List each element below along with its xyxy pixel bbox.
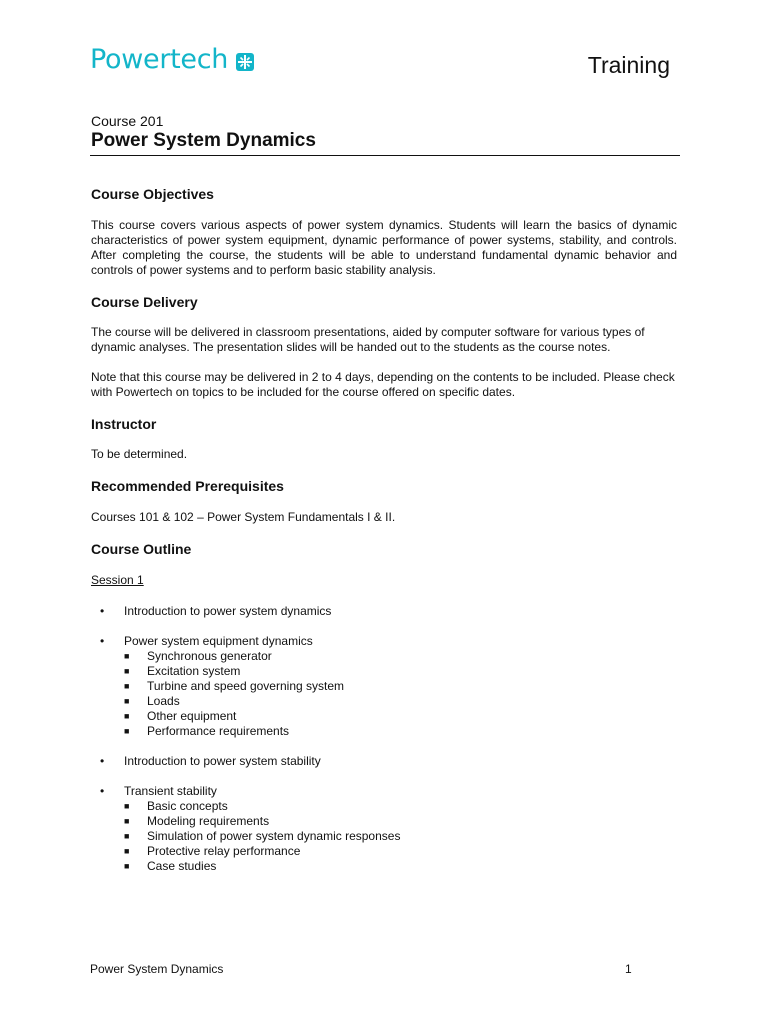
bullet-icon: • bbox=[100, 754, 105, 768]
sub-item-label: Modeling requirements bbox=[147, 814, 270, 828]
prerequisites-text: Courses 101 & 102 – Power System Fundamentals I & II. bbox=[91, 510, 396, 524]
outline-item-label: Power system equipment dynamics bbox=[124, 634, 313, 648]
sub-list bbox=[124, 649, 677, 739]
prerequisites-heading: Recommended Prerequisites bbox=[91, 478, 284, 494]
outline-item bbox=[91, 604, 677, 619]
footer-title: Power System Dynamics bbox=[90, 962, 224, 976]
outline-heading: Course Outline bbox=[91, 541, 192, 557]
square-bullet-icon: ■ bbox=[124, 726, 130, 736]
square-bullet-icon: ■ bbox=[124, 846, 130, 856]
sub-item-label: Excitation system bbox=[147, 664, 241, 678]
bullet-icon: • bbox=[100, 604, 105, 618]
sub-item-label: Loads bbox=[147, 694, 180, 708]
sub-item-label: Synchronous generator bbox=[147, 649, 272, 663]
powertech-logo-icon bbox=[236, 53, 254, 71]
sub-item bbox=[124, 799, 677, 814]
sub-item bbox=[124, 724, 677, 739]
sub-item-label: Other equipment bbox=[147, 709, 237, 723]
square-bullet-icon: ■ bbox=[124, 711, 130, 721]
instructor-text: To be determined. bbox=[91, 447, 188, 461]
section-label: Training bbox=[587, 52, 670, 78]
delivery-heading: Course Delivery bbox=[91, 294, 198, 310]
logo-text: Powertech bbox=[90, 44, 229, 75]
instructor-heading: Instructor bbox=[91, 416, 157, 432]
square-bullet-icon: ■ bbox=[124, 681, 130, 691]
outline-item-label: Introduction to power system dynamics bbox=[124, 604, 332, 618]
square-bullet-icon: ■ bbox=[124, 696, 130, 706]
outline-item bbox=[91, 634, 677, 739]
sub-item bbox=[124, 694, 677, 709]
outline-item bbox=[91, 754, 677, 769]
powertech-logo bbox=[90, 44, 254, 75]
title-divider bbox=[90, 155, 680, 156]
sub-item-label: Performance requirements bbox=[147, 724, 290, 738]
bullet-icon: • bbox=[100, 784, 105, 798]
delivery-text-1: The course will be delivered in classroom presentations, aided by computer software for various types of dynamic analyses. The presentation slides will be handed out to the students as the course notes. bbox=[91, 325, 645, 354]
course-title: Power System Dynamics bbox=[91, 130, 316, 151]
sub-item-label: Basic concepts bbox=[147, 799, 228, 813]
sub-item bbox=[124, 649, 677, 664]
sub-item-label: Protective relay performance bbox=[147, 844, 301, 858]
page-header bbox=[90, 40, 680, 80]
square-bullet-icon: ■ bbox=[124, 816, 130, 826]
square-bullet-icon: ■ bbox=[124, 861, 130, 871]
objectives-heading: Course Objectives bbox=[91, 186, 214, 202]
sub-item bbox=[124, 709, 677, 724]
sub-item bbox=[124, 859, 677, 874]
sub-item bbox=[124, 829, 677, 844]
bullet-icon: • bbox=[100, 634, 105, 648]
sub-item-label: Simulation of power system dynamic responses bbox=[147, 829, 401, 843]
sub-item-label: Case studies bbox=[147, 859, 217, 873]
objectives-text: This course covers various aspects of power system dynamics. Students will learn the basics of dynamic characteristics of power system equipment, dynamic performance of power systems, stability, and controls. After completing the course, the students will be able to understand fundamental dynamic behavior and controls of power systems and to perform basic stability analysis. bbox=[91, 218, 677, 277]
sub-item bbox=[124, 814, 677, 829]
sub-item bbox=[124, 679, 677, 694]
session-label: Session 1 bbox=[91, 573, 144, 587]
sub-item bbox=[124, 844, 677, 859]
outline-item-label: Introduction to power system stability bbox=[124, 754, 321, 768]
sub-item bbox=[124, 664, 677, 679]
square-bullet-icon: ■ bbox=[124, 651, 130, 661]
square-bullet-icon: ■ bbox=[124, 666, 130, 676]
delivery-text-2: Note that this course may be delivered in 2 to 4 days, depending on the contents to be included. Please check with Powertech on topics to be included for the course offered on specific dates. bbox=[91, 370, 675, 399]
sub-list bbox=[124, 799, 677, 874]
outline-item bbox=[91, 784, 677, 874]
square-bullet-icon: ■ bbox=[124, 831, 130, 841]
course-outline-list bbox=[91, 604, 677, 889]
square-bullet-icon: ■ bbox=[124, 801, 130, 811]
course-number: Course 201 bbox=[91, 113, 164, 129]
outline-item-label: Transient stability bbox=[124, 784, 217, 798]
sub-item-label: Turbine and speed governing system bbox=[147, 679, 345, 693]
page-number: 1 bbox=[625, 962, 632, 976]
